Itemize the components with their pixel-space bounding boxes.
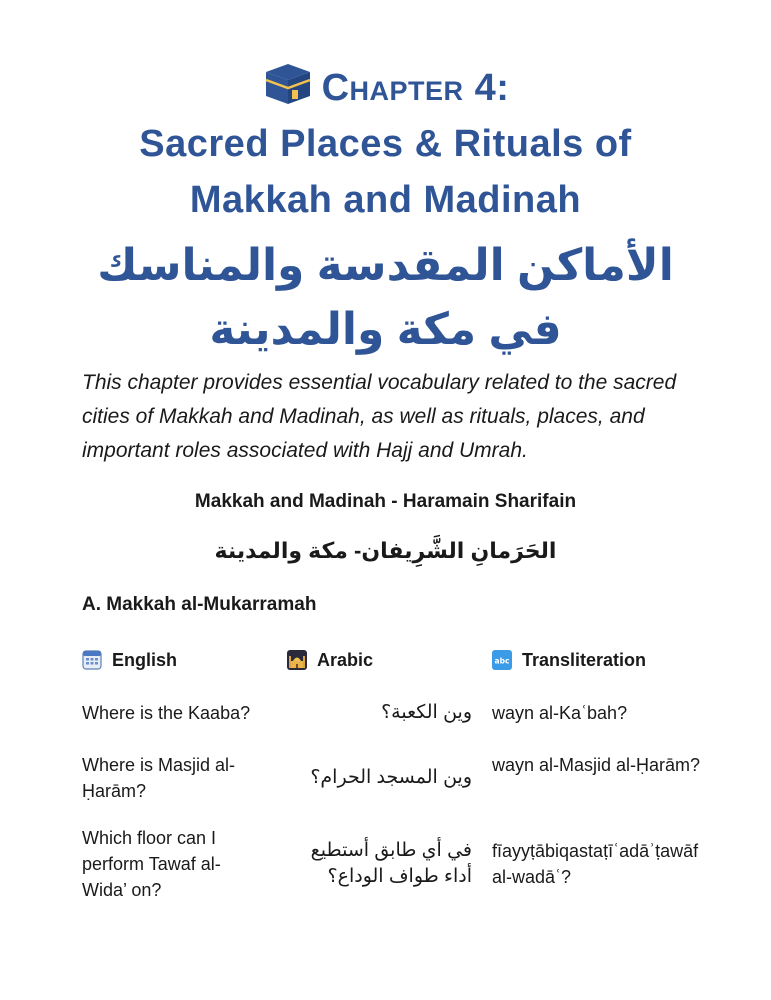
kaaba-icon bbox=[262, 62, 314, 106]
chapter-title-line-3: Makkah and Madinah bbox=[189, 179, 582, 221]
calendar-grid-icon bbox=[82, 650, 102, 670]
cell-english: Which floor can I perform Tawaf al-Wida’ on? bbox=[82, 828, 221, 900]
chapter-number bbox=[0, 60, 771, 116]
chapter-title-arabic: الأماكن المقدسة والمناسك في مكة والمدينة bbox=[97, 241, 674, 354]
header-transliteration bbox=[492, 645, 707, 675]
cell-arabic: وين المسجد الحرام؟ bbox=[310, 767, 472, 788]
svg-text:abc: abc bbox=[494, 656, 510, 666]
chapter-title bbox=[0, 60, 771, 362]
cell-arabic: في أي طابق أستطيع أداء طواف الوداع؟ bbox=[310, 840, 472, 887]
cell-english: Where is Masjid al-Ḥarām? bbox=[82, 755, 236, 801]
cell-transliteration: wayn al-Masjid al-Ḥarām? bbox=[492, 755, 701, 775]
subheading-english: Makkah and Madinah - Haramain Sharifain bbox=[194, 491, 577, 512]
cell-arabic: وين الكعبة؟ bbox=[381, 702, 472, 723]
header-arabic bbox=[287, 645, 472, 675]
header-transliteration-label: Transliteration bbox=[522, 649, 647, 670]
header-english bbox=[82, 645, 262, 675]
mosque-icon bbox=[287, 650, 307, 670]
abc-input-icon bbox=[492, 650, 512, 670]
cell-english: Where is the Kaaba? bbox=[82, 703, 251, 723]
header-arabic-label: Arabic bbox=[317, 649, 374, 670]
cell-transliteration: wayn al-Kaʿbah? bbox=[492, 703, 628, 723]
header-english-label: English bbox=[112, 649, 178, 670]
subheading-arabic: الحَرَمانِ الشَّرِيفان- مكة والمدينة bbox=[214, 538, 557, 563]
chapter-number-text: Chapter 4: bbox=[321, 67, 510, 109]
chapter-title-line-2: Sacred Places & Rituals of bbox=[139, 123, 632, 165]
table-header-row bbox=[82, 645, 702, 675]
section-heading: A. Makkah al-Mukarramah bbox=[82, 594, 317, 615]
intro-paragraph: This chapter provides essential vocabulary related to the sacred cities of Makkah and Madinah, as well as rituals, places, and important roles associated with Hajj and Umrah. bbox=[82, 371, 677, 462]
cell-transliteration: fīayyṭābiqastaṭīʿadāʾṭawāf al-wadāʿ? bbox=[492, 841, 699, 887]
